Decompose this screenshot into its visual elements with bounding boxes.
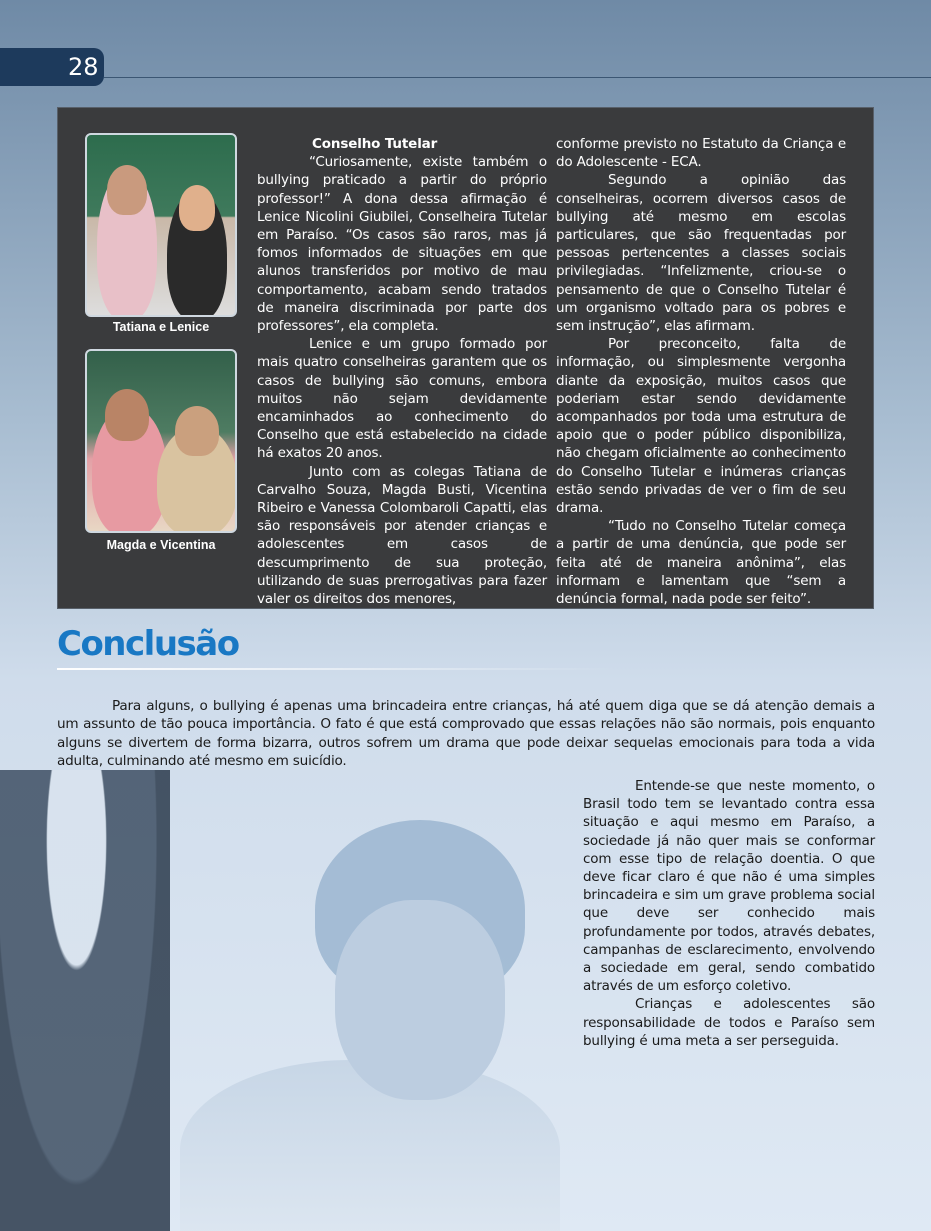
- paragraph: Entende-se que neste momento, o Brasil todo tem se levantado contra essa situação e aqui mesmo em Paraíso, a sociedade já não quer mais se conformar com esse tipo de relação doentia. O que deve ficar claro é que não é uma simples brincadeira e sim um grave problema social que deve ser conhecido mais profundamente por todos, através debates, campanhas de esclarecimento, envolvendo a sociedade em geral, sendo combatido através de um esforço coletivo.: [583, 778, 875, 995]
- paragraph: Crianças e adolescentes são responsabilidade de todos e Paraíso sem bullying é uma meta a ser perseguida.: [583, 996, 875, 1049]
- conclusion-right-column: [583, 777, 875, 1050]
- section-heading: Conselho Tutelar: [312, 136, 438, 152]
- paragraph: Lenice e um grupo formado por mais quatro conselheiras garantem que os casos de bullying são comuns, embora muitos não sejam devidamente encaminhados ao conhecimento do Conselho que está estabelecido na cidade há exatos 20 anos.: [257, 336, 547, 462]
- conselho-tutelar-panel: [57, 107, 874, 609]
- paragraph: “Curiosamente, existe também o bullying praticado a partir do próprio professor!” A dona dessa afirmação é Lenice Nicolini Giubilei, Conselheira Tutelar em Paraíso. “Os casos são raros, mas já fomos informados de situações em que alunos transferidos por motivo de mau comportamento, acabam sendo tratados de maneira discriminada por parte dos professores”, ela completa.: [257, 154, 547, 335]
- article-column-2: [556, 135, 846, 608]
- background-children-photo: [0, 760, 570, 1231]
- paragraph: Por preconceito, falta de informação, ou simplesmente vergonha diante da exposição, muitos casos que poderiam estar sendo devidamente acompanhados por toda uma estrutura de apoio que o poder público disponibiliza, não chegam oficialmente ao conhecimento do Conselho Tutelar e inúmeras crianças estão sendo privadas de ver o fim de seu drama.: [556, 336, 846, 517]
- photo-caption: Tatiana e Lenice: [112, 320, 210, 334]
- title-underline: [57, 668, 617, 670]
- page-number: 28: [0, 48, 104, 86]
- photo-magda-vicentina: [85, 349, 237, 533]
- paragraph: Junto com as colegas Tatiana de Carvalho Souza, Magda Busti, Vicentina Ribeiro e Vanessa Colombaroli Capatti, elas são responsáveis por atender crianças e adolescentes em casos de descumprimento de sua proteção, utilizando de suas prerrogativas para fazer valer os direitos dos menores,: [257, 463, 547, 608]
- conclusion-intro: [57, 697, 875, 770]
- paragraph: conforme previsto no Estatuto da Criança e do Adolescente - ECA.: [556, 136, 846, 171]
- paragraph: Para alguns, o bullying é apenas uma brincadeira entre crianças, há até quem diga que se dá atenção demais a um assunto de tão pouca importância. O fato é que está comprovado que essas relações não são normais, pois enquanto alguns se divertem de forma bizarra, outros sofrem um drama que pode deixar sequelas emocionais para toda a vida adulta, culminando até mesmo em suicídio.: [57, 698, 875, 769]
- paragraph: “Tudo no Conselho Tutelar começa a partir de uma denúncia, que pode ser feita até de maneira anônima”, elas informam e lamentam que “sem a denúncia formal, nada pode ser feito”.: [556, 518, 846, 608]
- article-column-1: [257, 135, 547, 608]
- child-figure-face: [335, 900, 505, 1100]
- paragraph: Segundo a opinião das conselheiras, ocorrem diversos casos de bullying até mesmo em escolas particulares, que são frequentadas por pessoas pertencentes a classes sociais privilegiadas. “Infelizmente, criou-se o pensamento de que o Conselho Tutelar é um organismo voltado para os pobres e sem instrução”, elas afirmam.: [556, 172, 846, 335]
- header-rule: [104, 77, 931, 78]
- child-figure-left: [0, 770, 170, 1231]
- photo-tatiana-lenice: [85, 133, 237, 317]
- conclusion-title: Conclusão: [57, 624, 239, 664]
- photo-caption: Magda e Vicentina: [106, 538, 216, 552]
